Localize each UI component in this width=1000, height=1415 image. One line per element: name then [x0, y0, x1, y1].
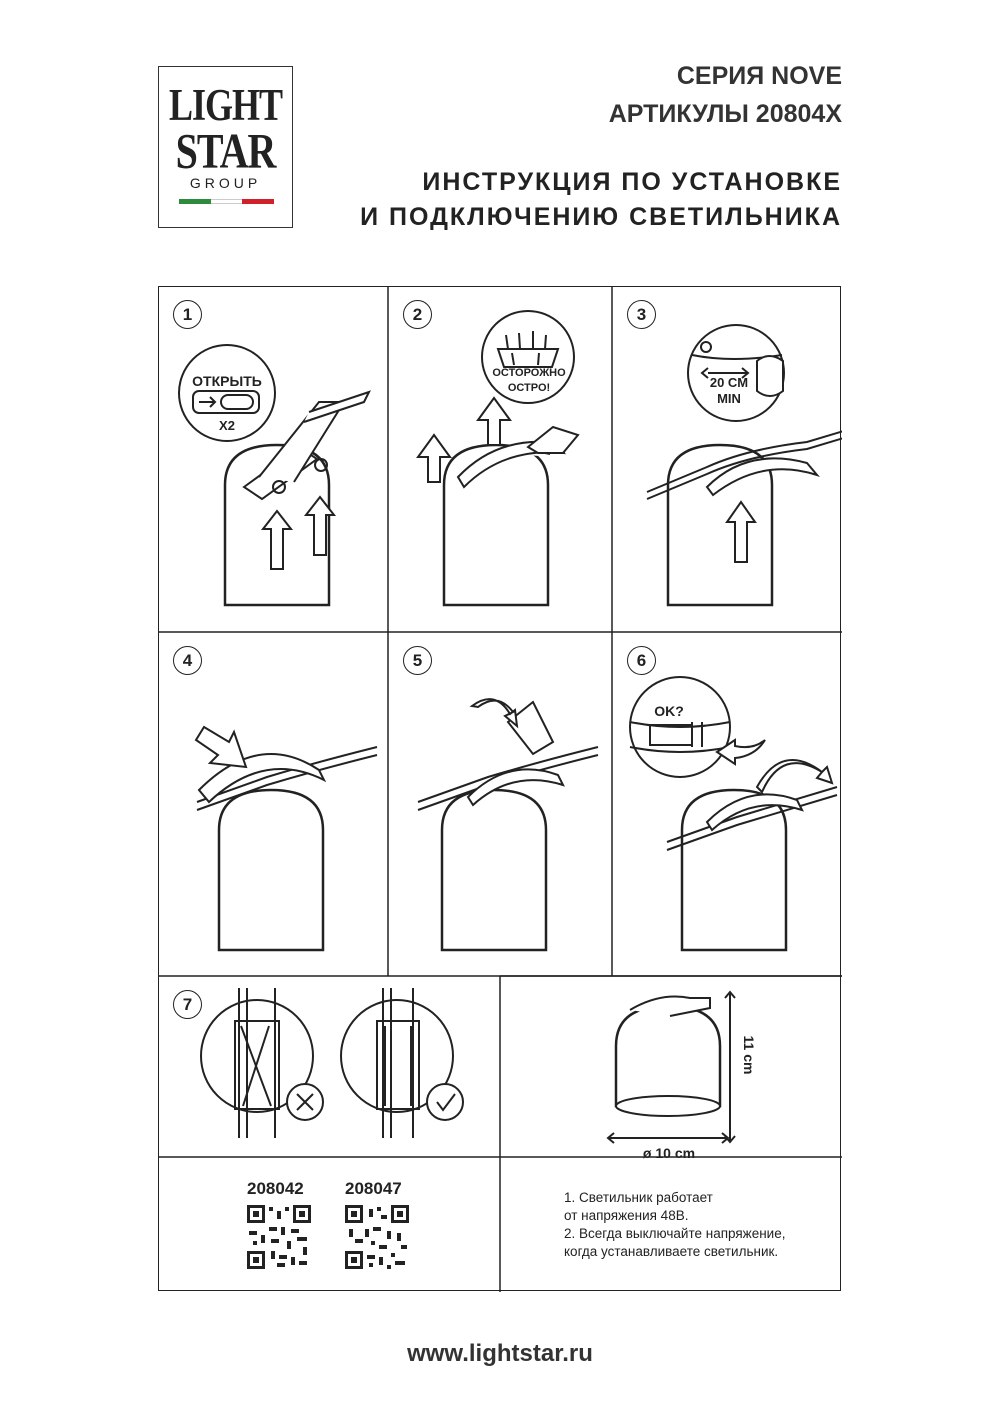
italian-flag-stripe — [179, 199, 274, 204]
note-line-4: когда устанавливаете светильник. — [564, 1244, 779, 1259]
step-2-sharp-label: ОСТРО! — [507, 382, 551, 394]
step-3-min-label: MIN — [717, 391, 741, 406]
diameter-dimension-label: ø 10 cm — [642, 1145, 696, 1161]
step-5-illustration — [388, 632, 612, 976]
logo-text-group: GROUP — [189, 175, 262, 191]
step-number-7: 7 — [173, 990, 202, 1019]
step-1-open-label: ОТКРЫТЬ — [192, 373, 262, 389]
step-6-ok-label: OK? — [654, 703, 684, 719]
step-number-6: 6 — [627, 646, 656, 675]
qr-code-icon[interactable] — [345, 1205, 409, 1269]
step-2-caution-label: ОСТОРОЖНО — [492, 367, 566, 379]
instruction-grid — [158, 286, 841, 1291]
step-6-illustration — [612, 632, 842, 976]
series-title: СЕРИЯ NOVE — [676, 62, 842, 90]
step-7-illustration — [159, 976, 500, 1157]
qr-code-icon[interactable] — [247, 1205, 311, 1269]
dimensions-illustration — [500, 976, 842, 1157]
step-number-4: 4 — [173, 646, 202, 675]
note-line-2: от напряжения 48В. — [564, 1208, 689, 1223]
article-code-208047: 208047 — [345, 1179, 402, 1198]
step-2-illustration — [388, 287, 612, 632]
step-3-distance-label: 20 CM — [709, 375, 749, 390]
step-3-illustration — [612, 287, 842, 632]
note-line-1: 1. Светильник работает — [564, 1190, 713, 1205]
step-number-1: 1 — [173, 300, 202, 329]
logo-text-light: LIGHT — [168, 80, 283, 130]
step-number-2: 2 — [403, 300, 432, 329]
step-number-5: 5 — [403, 646, 432, 675]
step-1-illustration — [159, 287, 388, 632]
document-title-line1: ИНСТРУКЦИЯ ПО УСТАНОВКЕ — [422, 168, 842, 196]
step-number-3: 3 — [627, 300, 656, 329]
article-numbers: АРТИКУЛЫ 20804X — [608, 100, 842, 128]
height-dimension-label: 11 cm — [741, 1035, 757, 1075]
logo-text-star: STAR — [175, 122, 276, 179]
website-link[interactable]: www.lightstar.ru — [407, 1340, 593, 1367]
document-title-line2: И ПОДКЛЮЧЕНИЮ СВЕТИЛЬНИКА — [360, 203, 842, 231]
step-1-times-label: X2 — [219, 418, 235, 433]
brand-logo — [158, 66, 293, 228]
article-code-208042: 208042 — [247, 1179, 304, 1198]
note-line-3: 2. Всегда выключайте напряжение, — [564, 1226, 786, 1241]
step-4-illustration — [159, 632, 388, 976]
